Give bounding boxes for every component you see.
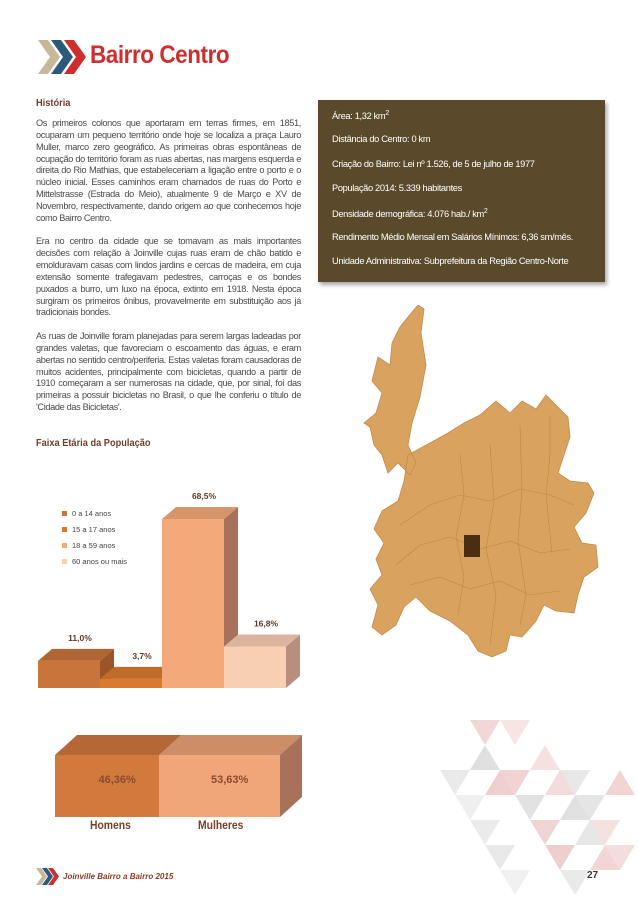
bar-value-label: 53,63% — [211, 774, 249, 786]
legend-swatch — [62, 559, 67, 564]
history-paragraph: As ruas de Joinville foram planejadas para serem largas ladeadas por grandes valetas, que favoreciam o escoamento das águas, e eram abertas no sentido centro/periferia. Estas valetas foram causadoras de muitos acidentes, principalmente com bicicletas, quando a partir de 1910 começaram a ser numerosas na cidade, que, por sinal, foi das primeiras a possuir bicicletas no Brasil, o que lhe conferiu o título de 'Cidade das Bicicletas'. — [36, 331, 301, 413]
legend-swatch — [62, 511, 67, 516]
neighborhood-map — [360, 305, 600, 685]
info-admin: Unidade Administrativa: Subprefeitura da Região Centro-Norte — [332, 256, 569, 267]
history-paragraph: Era no centro da cidade que se tomavam as mais importantes decisões com relação à Joinville cujas ruas eram de chão batido e emolduravam casas com lindos jardins e cercas de madeira, em cuja extensão somente trafegavam pedestres, carroças e os bondes puxados a burro, um luxo na época, extinto em 1918. Nesta época surgiram os primeiros ônibus, provavelmente em substituição aos já tradicionais bondes. — [36, 236, 301, 318]
info-creation: Criação do Bairro: Lei nº 1.526, de 5 de julho de 1977 — [332, 158, 535, 169]
bar-value-label: 46,36% — [98, 774, 136, 786]
page-title: Bairro Centro — [90, 41, 230, 69]
legend-item — [62, 553, 127, 569]
bar-value-label: 68,5% — [191, 491, 217, 502]
footer-title: Joinville Bairro a Bairro 2015 — [63, 872, 174, 881]
info-distance: Distância do Centro: 0 km — [332, 134, 431, 145]
header-chevron-icon — [38, 40, 86, 74]
info-density: Densidade demográfica: 4.076 hab./ $km^2$ — [332, 207, 488, 219]
legend-item — [62, 505, 127, 521]
gender-label-men: Homens — [90, 820, 131, 832]
bar — [162, 519, 224, 688]
gender-label-women: Mulheres — [198, 820, 244, 832]
bar — [55, 755, 159, 817]
legend-swatch — [62, 527, 67, 532]
bar-value-label: 16,8% — [253, 618, 279, 629]
footer-chevron-icon — [36, 868, 60, 885]
bar-value-label: 3,7% — [132, 650, 152, 661]
centro-highlight — [464, 535, 480, 557]
decorative-triangles — [440, 700, 638, 903]
page-number: 27 — [587, 870, 599, 881]
bar — [224, 647, 286, 688]
info-area: Área: 1,32 $km^2$ — [332, 110, 389, 122]
history-paragraph: Os primeiros colonos que aportaram em terras firmes, em 1851, ocuparam um pequeno território onde hoje se localiza a praça Lauro Muller, marco zero geográfico. As primeiras obras espontâneas de ocupação do território foram as ruas abertas, nas margens esquerda e direita do Rio Mathias, que estabeleceriam a ligação entre o porto e o núcleo inicial. Esses caminhos eram chamados de ruas do Porto e Mittelstrasse (Estrada do Meio), atualmente 9 de Março e XV de Novembro, respectivamente, dando origem ao que conhecemos hoje como Bairro Centro. — [36, 118, 301, 223]
gender-bar-chart — [45, 725, 315, 840]
age-heading: Faixa Etária da População — [36, 437, 151, 449]
info-income: Rendimento Médio Mensal em Salários Mínimos: 6,36 sm/mês. — [332, 231, 573, 242]
bar — [38, 661, 100, 688]
bar-top — [55, 735, 181, 755]
city-map-shape — [364, 305, 598, 657]
bar — [100, 679, 162, 688]
history-body — [36, 118, 301, 426]
bar — [159, 755, 280, 817]
legend-label: 18 a 59 anos — [72, 540, 116, 550]
age-legend — [62, 505, 127, 569]
bar-top — [159, 735, 302, 755]
legend-item — [62, 537, 127, 553]
legend-label: 0 a 14 anos — [72, 508, 112, 518]
legend-swatch — [62, 543, 67, 548]
history-heading: História — [36, 97, 71, 109]
legend-label: 15 a 17 anos — [72, 524, 116, 534]
legend-label: 60 anos ou mais — [72, 556, 128, 566]
info-population: População 2014: 5.339 habitantes — [332, 183, 462, 194]
info-box — [318, 100, 605, 282]
bar-value-label: 11,0% — [68, 632, 92, 643]
legend-item — [62, 521, 127, 537]
